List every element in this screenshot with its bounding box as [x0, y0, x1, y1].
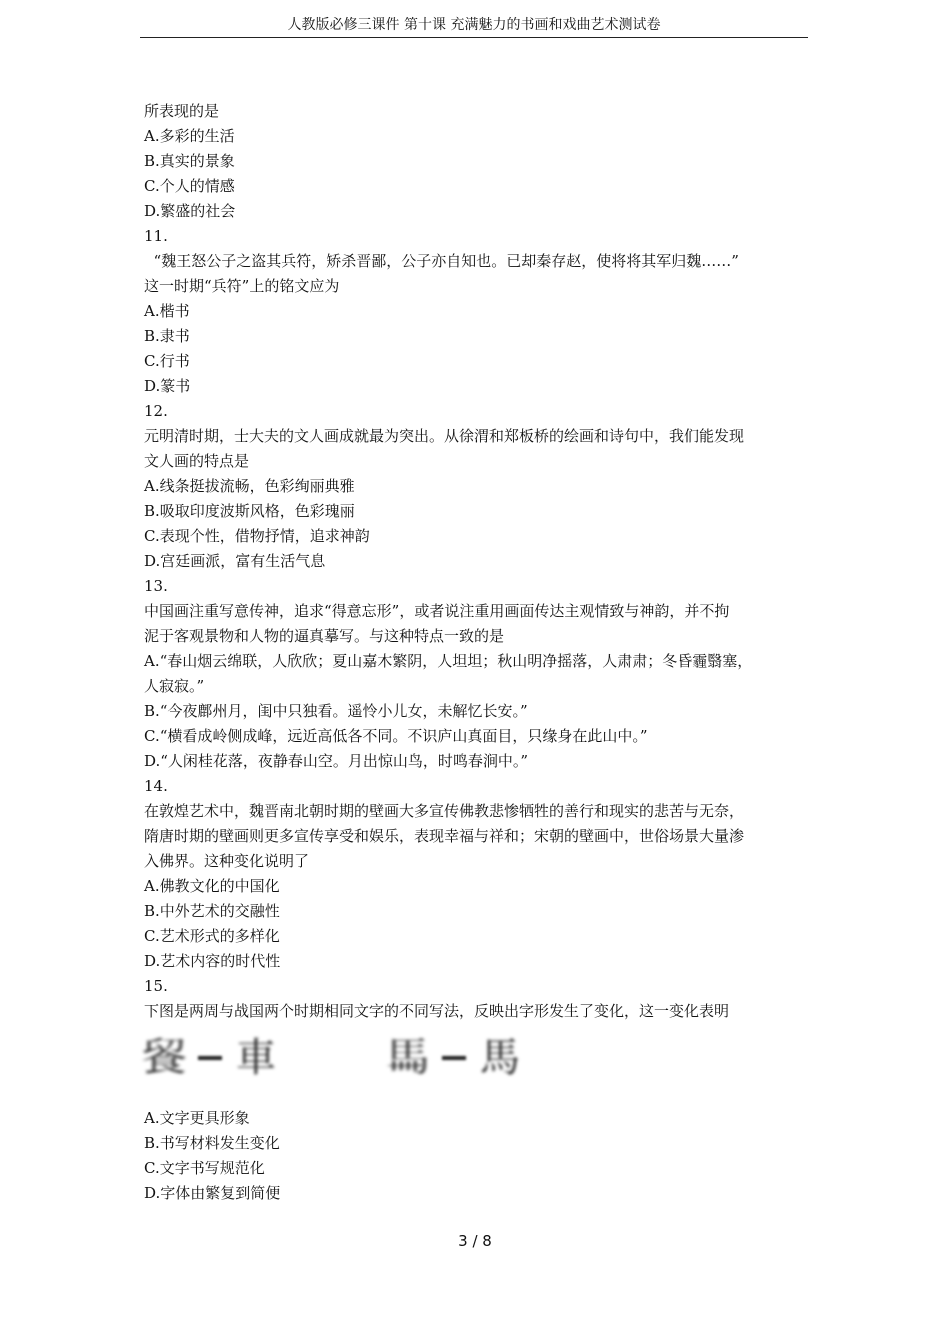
question-text: 文人画的特点是 — [144, 452, 250, 470]
question-number: 15. — [144, 977, 168, 995]
question-number: 13. — [144, 577, 168, 595]
option-b: B.中外艺术的交融性 — [144, 902, 280, 920]
option-d: D.篆书 — [144, 377, 191, 395]
option-d: D.繁盛的社会 — [144, 202, 236, 220]
question-text: 隋唐时期的壁画则更多宣传享受和娱乐，表现幸福与祥和；宋朝的壁画中，世俗场景大量渗 — [144, 827, 745, 845]
document-title: 人教版必修三课件 第十课 充满魅力的书画和戏曲艺术测试卷 — [287, 17, 661, 33]
option-b: B.书写材料发生变化 — [144, 1134, 280, 1152]
dash-arrow — [198, 1056, 222, 1060]
option-b: B.隶书 — [144, 327, 190, 345]
dash-arrow — [442, 1056, 466, 1060]
zhou-style-glyph: 𩛁 — [141, 1035, 187, 1081]
option-a: A.文字更具形象 — [144, 1109, 250, 1127]
question-text: 下图是两周与战国两个时期相同文字的不同写法，反映出字形发生了变化，这一变化表明 — [144, 1002, 730, 1020]
question-text: 中国画注重写意传神，追求“得意忘形”，或者说注重用画面传达主观情致与神韵，并不拘 — [144, 602, 730, 620]
option-b: B.吸取印度波斯风格，色彩瑰丽 — [144, 502, 355, 520]
zhou-style-glyph: 𩡧 — [385, 1035, 431, 1081]
question-text: “魏王怒公子之盗其兵符，矫杀晋鄙，公子亦自知也。已却秦存赵，使将将其军归魏……” — [144, 252, 739, 270]
question-text: 入佛界。这种变化说明了 — [144, 852, 310, 870]
option-a: A.佛教文化的中国化 — [144, 877, 280, 895]
text-line: 所表现的是 — [144, 102, 220, 120]
character-pair-cart — [141, 1035, 276, 1081]
page-header — [140, 14, 808, 38]
question-number: 11. — [144, 227, 168, 245]
option-d: D.字体由繁复到简便 — [144, 1184, 281, 1202]
option-a: A.线条挺拔流畅，色彩绚丽典雅 — [144, 477, 355, 495]
question-text: 元明清时期，士大夫的文人画成就最为突出。从徐渭和郑板桥的绘画和诗句中，我们能发现 — [144, 427, 745, 445]
question-number: 12. — [144, 402, 168, 420]
warring-states-glyph: 馬 — [480, 1035, 520, 1081]
page-footer — [0, 1230, 950, 1252]
option-a: A.多彩的生活 — [144, 127, 235, 145]
option-d: D.宫廷画派，富有生活气息 — [144, 552, 326, 570]
question-text: 泥于客观景物和人物的逼真摹写。与这种特点一致的是 — [144, 627, 505, 645]
character-evolution-figure — [141, 1027, 812, 1089]
option-c: C.行书 — [144, 352, 190, 370]
option-c: C.表现个性，借物抒情，追求神韵 — [144, 527, 370, 545]
option-b: B.真实的景象 — [144, 152, 235, 170]
page-number: 3 / 8 — [458, 1232, 492, 1250]
option-a: A.楷书 — [144, 302, 190, 320]
question-content — [141, 99, 812, 1206]
option-d: D.“人闲桂花落，夜静春山空。月出惊山鸟，时鸣春涧中。” — [144, 752, 529, 770]
option-c: C.个人的情感 — [144, 177, 235, 195]
option-c: C.“横看成岭侧成峰，远近高低各不同。不识庐山真面目，只缘身在此山中。” — [144, 727, 648, 745]
option-a-continued: 人寂寂。” — [144, 677, 205, 695]
question-number: 14. — [144, 777, 168, 795]
option-d: D.艺术内容的时代性 — [144, 952, 281, 970]
question-text: 这一时期“兵符”上的铭文应为 — [144, 277, 340, 295]
option-c: C.文字书写规范化 — [144, 1159, 265, 1177]
option-b: B.“今夜鄜州月，闺中只独看。遥怜小儿女，未解忆长安。” — [144, 702, 528, 720]
option-c: C.艺术形式的多样化 — [144, 927, 280, 945]
question-text: 在敦煌艺术中，魏晋南北朝时期的壁画大多宣传佛教悲惨牺牲的善行和现实的悲苦与无奈， — [144, 802, 745, 820]
warring-states-glyph: 車 — [236, 1035, 276, 1081]
character-pair-horse — [385, 1035, 520, 1081]
option-a: A.“春山烟云绵联，人欣欣；夏山嘉木繁阴，人坦坦；秋山明净摇落，人肃肃；冬昏霾翳塞， — [144, 652, 753, 670]
